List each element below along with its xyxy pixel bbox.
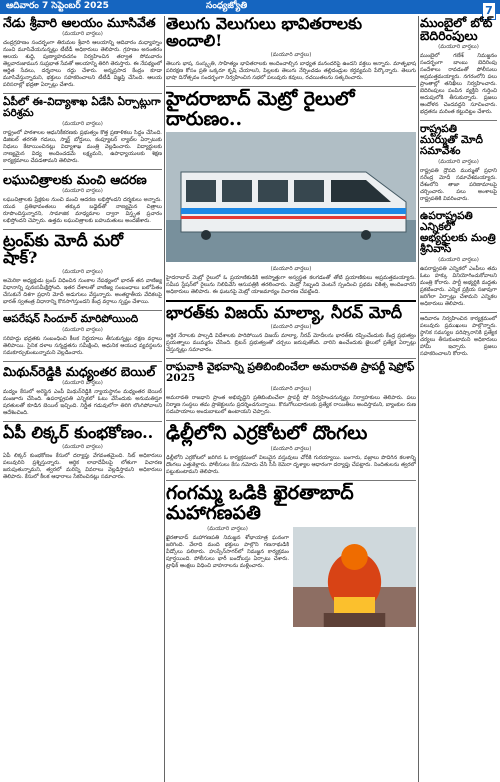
byline: (మయూరి వార్తలు)	[62, 31, 103, 38]
story-srivari-temple	[3, 16, 162, 89]
issue-date: ఆదివారం 7 సెప్టెంబర్ 2025	[6, 1, 109, 11]
byline: (మయూరి వార్తలు)	[438, 257, 479, 264]
story-ap-liquor-scam	[3, 425, 162, 481]
page-header-bar	[0, 0, 500, 14]
story-vice-president-election	[420, 211, 497, 308]
story-president-modi-meeting	[420, 124, 497, 203]
story-hyderabad-metro	[166, 87, 416, 297]
article-body: ముంబైలో గణేశ్ నిమజ్జనం సందర్భంగా బాంబు బెదిరింపు సందేశాలు రావడంతో పోలీసులు అప్రమత్తమయ్యారు. నగరంలోని పలు ప్రాంతాల్లో తనిఖీలు నిర్వహించారు. బెదిరింపులు పంపిన వ్యక్తిని గుర్తించి అదుపులోకి తీసుకున్నారు. ప్రజలు ఆందోళన చెందవద్దని సూచించారు. భద్రతను మరింత కట్టుదిట్టం చేశారు.	[420, 53, 497, 116]
center-column	[166, 16, 416, 782]
article-body: ఆర్థిక నేరాలకు పాల్పడి విదేశాలకు పారిపోయిన విజయ్ మాల్యా, నీరవ్ మోదీలను భారత్‌కు రప్పించేందుకు కేంద్ర ప్రభుత్వం ప్రయత్నాలు ముమ్మరం చేసింది. బ్రిటన్ ప్రభుత్వంతో చర్చలు జరుపుతోంది. వారిని ఉంచేందుకు జైలులో ప్రత్యేక ఏర్పాట్లు చేస్తున్నట్లు సమాచారం.	[166, 333, 416, 354]
byline: (మయూరి వార్తలు)	[438, 44, 479, 51]
masthead: సంధ్యజ్యోతి	[206, 1, 248, 11]
byline: (మయూరి వార్తలు)	[270, 446, 312, 453]
byline: (మయూరి వార్తలు)	[438, 159, 479, 166]
story-short-films	[3, 173, 162, 225]
article-body: రాష్ట్రపతి ద్రౌపది ముర్ముతో ప్రధాని నరేంద్ర మోదీ సమావేశమయ్యారు. దేశంలోని తాజా పరిణామాలపై చర్చించారు. పలు అంశాలపై రాష్ట్రపతికి వివరించారు.	[420, 168, 497, 203]
article-body: రాష్ట్రంలో పాఠశాలల ఆధునికీకరణకు ప్రభుత్వం కొత్త ప్రణాళికలు సిద్ధం చేసింది. డిజిటల్ తరగతి గదులు, స్మార్ట్ బోర్డులు, కంప్యూటర్ ల్యాబ్‌ల ఏర్పాటుకు నిధులు కేటాయించినట్లు విద్యాశాఖ మంత్రి వెల్లడించారు. విద్యార్థులకు నాణ్యమైన విద్య అందించడమే లక్ష్యమని, ఉపాధ్యాయులకు శిక్షణ కార్యక్రమాలు చేపడతామని తెలిపారు.	[3, 130, 162, 165]
page-number: 7	[482, 2, 496, 20]
article-body: అమెరికా అధ్యక్షుడు ట్రంప్ విధించిన సుంకాల నేపథ్యంలో భారత్ తన వాణిజ్య విధానాన్ని పునఃసమీక్షిస్తోంది. ఇతర దేశాలతో వాణిజ్య సంబంధాలు బలోపేతం చేసుకునే దిశగా ప్రధాని మోదీ అడుగులు వేస్తున్నారు. అంతర్జాతీయ వేదికలపై భారత్ స్వతంత్ర విధానాన్ని కొనసాగిస్తుందని కేంద్ర వర్గాలు స్పష్టం చేశాయి.	[3, 277, 162, 305]
ganesh-immersion-photo	[293, 527, 416, 627]
story-trump-modi	[3, 233, 162, 306]
headline: హైదరాబాద్ మెట్రో రైలులో దారుణం..	[166, 87, 355, 130]
story-operation	[3, 314, 162, 357]
story-khairatabad-ganesh	[166, 484, 416, 627]
headline: ఉపరాష్ట్రపతి ఎన్నికలో అభ్యర్థులకు మంత్రి శ్రీనివాస్	[420, 210, 496, 256]
article-body: మద్యం కేసులో అరెస్టైన ఎంపీ మిథున్‌రెడ్డికి న్యాయస్థానం మధ్యంతర బెయిల్ మంజూరు చేసింది. ఉపరాష్ట్రపతి ఎన్నికలో ఓటు వేసేందుకు అనుమతిస్తూ షరతులతో కూడిన బెయిల్ ఇచ్చింది. నిర్ణీత గడువులోగా తిరిగి లొంగిపోవాలని ఆదేశించింది.	[3, 389, 162, 417]
headline: ముంబైలో బోట్ బెదిరింపులు	[420, 16, 493, 44]
column-divider	[418, 16, 419, 782]
article-body: ఆదివారం నిర్వహించిన కార్యక్రమంలో పలువురు ప్రముఖులు పాల్గొన్నారు. స్థానిక సమస్యల పరిష్కారానికి ప్రత్యేక చర్యలు తీసుకుంటామని అధికారులు హామీ ఇచ్చారు. ప్రజలు సహకరించాలని కోరారు.	[420, 316, 497, 358]
headline: లఘుచిత్రాలకు మంచి ఆదరణ	[3, 172, 147, 188]
article-body: హైదరాబాద్ మెట్రో రైలులో ఓ ప్రయాణికుడికి అకస్మాత్తుగా అస్వస్థత కలగడంతో తోటి ప్రయాణికులు అప్రమత్తమయ్యారు. సమీప స్టేషన్‌లో రైలును నిలిపివేసి ఆసుపత్రికి తరలించారు. మెట్రో సిబ్బంది వెంటనే స్పందించి ప్రథమ చికిత్స అందించారని అధికారులు తెలిపారు. ఈ ఘటనపై మెట్రో యాజమాన్యం విచారణ చేపట్టింది.	[166, 275, 416, 296]
headline: ఏపీ లిక్కర్ కుంభకోణం..	[3, 423, 154, 443]
byline: (మయూరి వార్తలు)	[62, 121, 103, 128]
metro-train-photo	[166, 132, 416, 262]
byline: (మయూరి వార్తలు)	[62, 380, 103, 387]
headline: భారత్‌కు విజయ్ మాల్యా, నీరవ్ మోదీ	[166, 303, 403, 323]
byline: (మయూరి వార్తలు)	[270, 51, 312, 58]
column-divider	[164, 16, 165, 782]
headline: ఏపీలో ఈ-విద్యాశాఖ ఏడేసి ఏర్పాట్లుగా పరిశ్రమ	[3, 96, 161, 120]
story-telugu-language	[166, 16, 416, 82]
article-body: తెలుగు భాష, సంస్కృతి, సాహిత్యం భావితరాలకు అందించాల్సిన బాధ్యత మనందరిపై ఉందని వక్తలు అన్నారు. మాతృభాష పరిరక్షణ కోసం ప్రతి ఒక్కరూ కృషి చేయాలని, పిల్లలకు తెలుగు నేర్పించడం తల్లిదండ్రుల కర్తవ్యమని పేర్కొన్నారు. తెలుగు భాషా దినోత్సవం సందర్భంగా నిర్వహించిన సభలో పలువురు కవులు, రచయితలను సత్కరించారు.	[166, 60, 416, 81]
headline: మిథున్‌రెడ్డికి మధ్యంతర బెయిల్	[3, 363, 156, 379]
headline: గంగమ్మ ఒడికి ఖైరతాబాద్ మహాగణపతి	[166, 482, 354, 525]
byline: (మయూరి వార్తలు)	[207, 526, 248, 533]
right-column	[420, 16, 497, 782]
headline: రాష్ట్రపతి ముర్ముతో మోదీ సమావేశం	[420, 123, 483, 158]
story-continued	[420, 316, 497, 358]
article-body: ఢిల్లీలోని ఎర్రకోటలో జరిగిన ఓ కార్యక్రమంలో విలువైన వస్తువులు చోరీకి గురయ్యాయి. బంగారు, వజ్రాలు పొదిగిన కలశాన్ని దొంగలు ఎత్తుకెళ్లారు. పోలీసులు కేసు నమోదు చేసి సీసీ కెమెరా దృశ్యాల ఆధారంగా దర్యాప్తు చేపట్టారు. నిందితులను త్వరలో పట్టుకుంటామని తెలిపారు.	[166, 455, 416, 476]
byline: (మయూరి వార్తలు)	[62, 268, 103, 275]
article-body: అమరావతి రాజధాని ప్రాంత అభివృద్ధిని ప్రతిబింబించేలా ప్రాపర్టీ షో నిర్వహించనున్నట్లు నిర్వాహకులు తెలిపారు. పలు నిర్మాణ సంస్థలు తమ ప్రాజెక్టులను ప్రదర్శించనున్నాయి. కొనుగోలుదారులకు ప్రత్యేక రాయితీలు అందిస్తామని, బ్యాంకుల రుణ సదుపాయాలు అందుబాటులో ఉంటాయని చెప్పారు.	[166, 395, 416, 416]
byline: (మయూరి వార్తలు)	[62, 443, 103, 450]
headline: ట్రంప్‌కు మోదీ మరో షాక్?	[3, 231, 124, 268]
left-column	[3, 16, 162, 782]
byline: (మయూరి వార్తలు)	[270, 324, 312, 331]
story-amaravati-property-show	[166, 362, 416, 416]
byline: (మయూరి వార్తలు)	[62, 188, 103, 195]
story-mumbai-threats	[420, 16, 497, 116]
article-body: ఖైరతాబాద్ మహాగణపతి నిమజ్జన శోభాయాత్ర ఘనంగా జరిగింది. వేలాది మంది భక్తులు పాల్గొని గణనాథుడికి వీడ్కోలు పలికారు. హుస్సేన్‌సాగర్‌లో నిమజ్జన కార్యక్రమం పూర్తయింది. పోలీసులు భారీ బందోబస్తు ఏర్పాటు చేశారు. ట్రాఫిక్ ఆంక్షలు విధించి వాహనాలను మళ్లించారు.	[166, 535, 289, 570]
byline: (మయూరి వార్తలు)	[270, 266, 312, 273]
byline: (మయూరి వార్తలు)	[62, 326, 103, 333]
article-body: ఉపరాష్ట్రపతి ఎన్నికలో ఎంపీలు తమ ఓటు హక్కు వినియోగించుకోవాలని మంత్రి కోరారు. పార్టీ అభ్యర్థికి మద్దతు ప్రకటించారు. ఎన్నిక ప్రక్రియ సజావుగా జరిగేలా ఏర్పాట్లు చేశామని ఎన్నికల అధికారులు తెలిపారు.	[420, 266, 497, 308]
story-red-fort-theft	[166, 424, 416, 476]
headline: రాఘవాకి వైభవాన్ని ప్రతిబింబించేలా అమరావతి ప్రాపర్టీ షెప్రోఫ్ 2025	[166, 361, 415, 385]
article-body: లఘుచిత్రాలకు ప్రేక్షకుల నుంచి మంచి ఆదరణ లభిస్తోందని దర్శకులు అన్నారు. యువ ప్రతిభావంతులు తక్కువ బడ్జెట్‌తో నాణ్యమైన చిత్రాలు రూపొందిస్తున్నారని, సామాజిక మాధ్యమాల ద్వారా విస్తృత ప్రచారం లభిస్తోందని చెప్పారు. ఉత్తమ లఘుచిత్రాలకు బహుమతులు అందజేశారు.	[3, 197, 162, 225]
byline: (మయూరి వార్తలు)	[270, 386, 312, 393]
story-ap-education	[3, 97, 162, 165]
headline: తెలుగు వెలుగులు భావితరాలకు అందాలి!	[166, 16, 363, 50]
headline: నేడు శ్రీవారి ఆలయం మూసివేత	[3, 16, 156, 30]
article-body: చంద్రగ్రహణం సందర్భంగా తిరుమల శ్రీవారి ఆలయాన్ని ఆదివారం మధ్యాహ్నం నుంచి మూసివేయనున్నట్లు టీటీడీ అధికారులు తెలిపారు. గ్రహణం అనంతరం ఆలయ శుద్ధి, పుణ్యాహవచనం నిర్వహించిన తర్వాత సోమవారం తెల్లవారుజామున సుప్రభాత సేవతో ఆలయాన్ని తిరిగి తెరుస్తారు. ఈ నేపథ్యంలో ఆర్జిత సేవలు, దర్శనాలు రద్దు చేశారు. అన్నప్రసాద కేంద్రం కూడా మూసివేస్తున్నామని, భక్తులు సహకరించాలని టీటీడీ విజ్ఞప్తి చేసింది. ఆలయ పరిసరాల్లో భద్రతా ఏర్పాట్లు చేశారు.	[3, 40, 162, 89]
headline: ఢిల్లీలోని ఎర్రకోటలో దొంగలు	[166, 422, 368, 445]
story-mallya-nirav	[166, 305, 416, 354]
headline: ఆపరేషన్ సిందూర్ మారిపోయింది	[3, 312, 139, 325]
article-body: సరిహద్దు భద్రతకు సంబంధించి కీలక నిర్ణయాలు తీసుకున్నట్లు రక్షణ వర్గాలు తెలిపాయి. సైనిక దళాల సన్నద్ధతను సమీక్షించి, ఆధునిక ఆయుధ వ్యవస్థలను సమకూర్చుకుంటున్నామని వెల్లడించారు.	[3, 335, 162, 356]
story-mithun-reddy-bail	[3, 365, 162, 417]
article-body: ఏపీ లిక్కర్ కుంభకోణం కేసులో దర్యాప్తు వేగవంతమైంది. సిట్ అధికారులు పలువురిని ప్రశ్నిస్తున్నారు. ఆర్థిక లావాదేవీలపై లోతుగా విచారణ జరుపుతున్నామని, త్వరలో మరిన్ని వివరాలు వెల్లడిస్తామని అధికారులు తెలిపారు. కేసులో కీలక ఆధారాలు సేకరించినట్లు సమాచారం.	[3, 452, 162, 480]
